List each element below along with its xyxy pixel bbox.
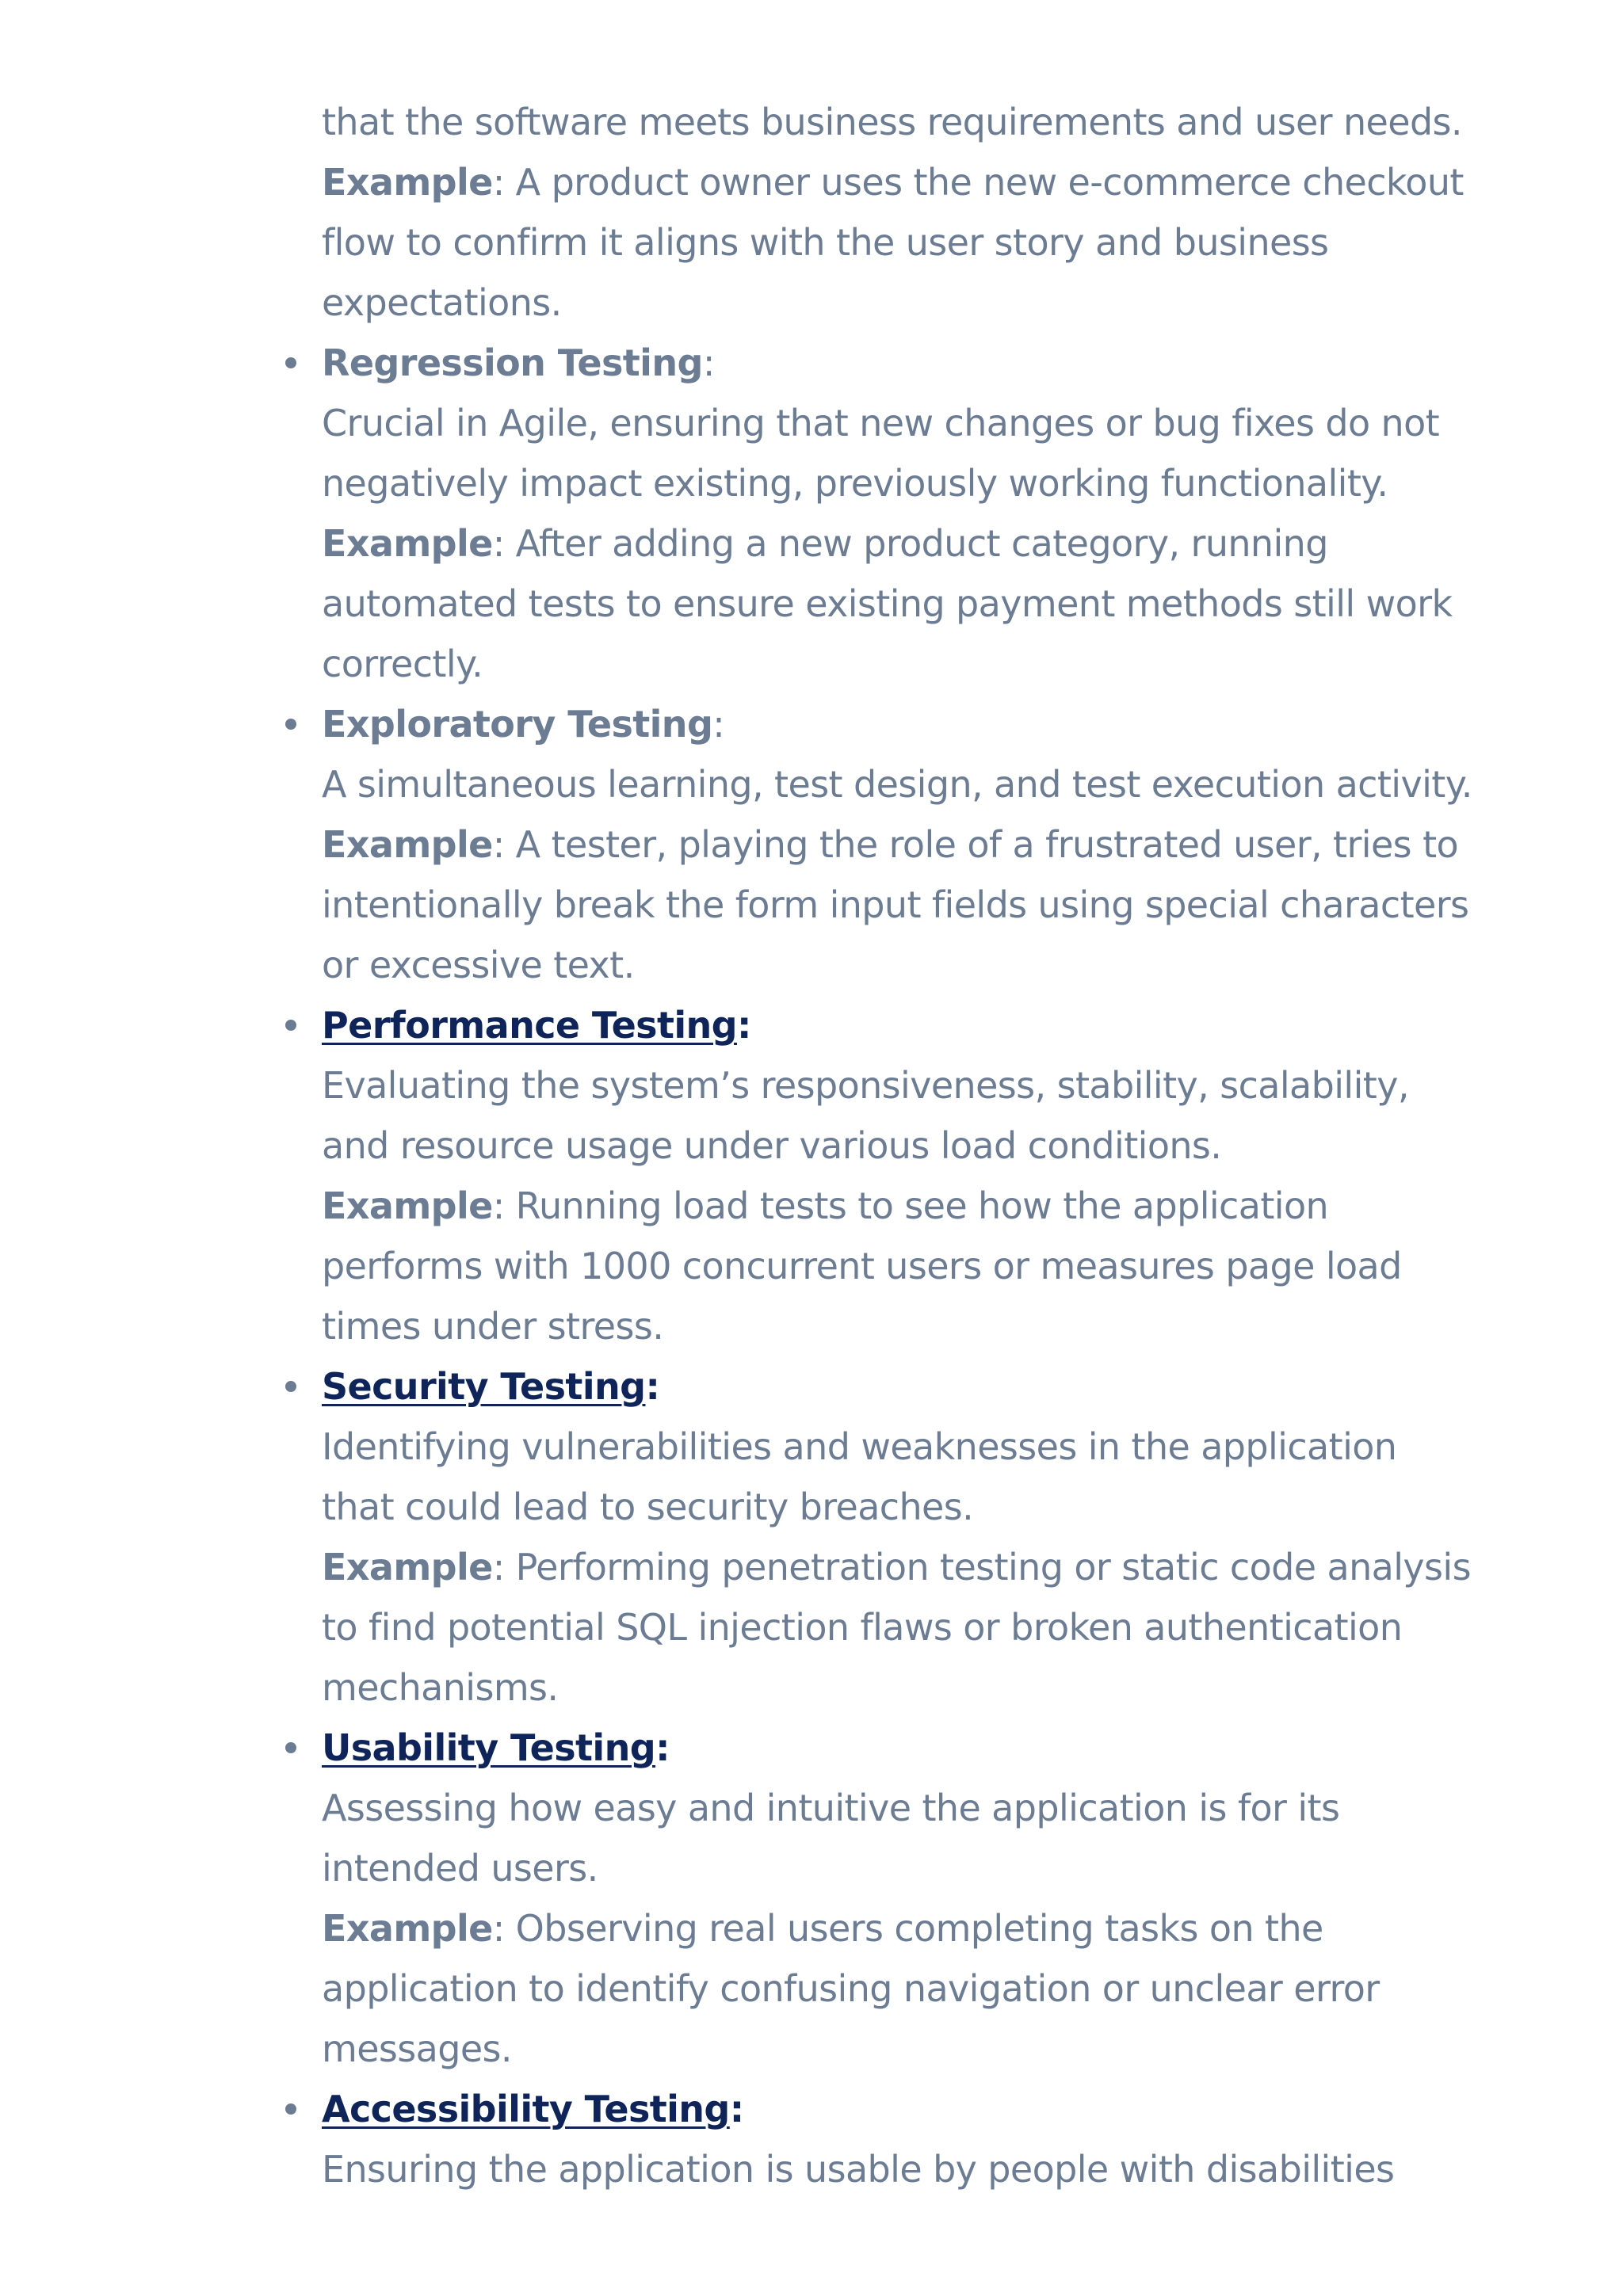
link-usability-testing[interactable]: Usability Testing <box>322 1726 656 1769</box>
example-text: : Observing real users completing tasks on the application to identify confusing navigation or unclear error messages. <box>322 1907 1380 2070</box>
link-accessibility-testing[interactable]: Accessibility Testing <box>322 2088 730 2130</box>
example-label: Example <box>322 1546 493 1589</box>
term-description: Identifying vulnerabilities and weaknesses in the application that could lead to security breaches. <box>322 1425 1397 1528</box>
term-line: Regression Testing: <box>322 341 715 384</box>
testing-types-list <box>322 333 1479 2199</box>
example-text: : Performing penetration testing or static code analysis to find potential SQL injection flaws or broken authentication mechanisms. <box>322 1546 1471 1709</box>
term-example <box>322 814 1479 995</box>
link-performance-testing[interactable]: Performance Testing <box>322 1004 737 1047</box>
term-example <box>322 513 1479 694</box>
bullet-icon <box>285 357 296 368</box>
bullet-icon <box>285 719 296 730</box>
term-description: Assessing how easy and intuitive the application is for its intended users. <box>322 1787 1340 1890</box>
example-label: Example <box>322 1184 493 1227</box>
term-description: Ensuring the application is usable by people with disabilities <box>322 2148 1395 2191</box>
list-item-performance-testing <box>322 995 1479 1356</box>
term-line: Accessibility Testing: <box>322 2088 744 2130</box>
list-item-accessibility-testing <box>322 2079 1479 2199</box>
example-label: Example <box>322 823 493 866</box>
list-item-exploratory-testing <box>322 694 1479 995</box>
term-line: Usability Testing: <box>322 1726 670 1769</box>
bullet-icon <box>285 1381 296 1392</box>
term-line: Performance Testing: <box>322 1004 751 1047</box>
term-description: Crucial in Agile, ensuring that new changes or bug fixes do not negatively impact existing, previously working functionality. <box>322 402 1440 505</box>
list-item-regression-testing <box>322 333 1479 694</box>
example-text: : Running load tests to see how the application performs with 1000 concurrent users or measures page load times under stress. <box>322 1184 1402 1348</box>
bullet-icon <box>285 1742 296 1753</box>
example-label: Example <box>322 1907 493 1950</box>
example-text: : A tester, playing the role of a frustrated user, tries to intentionally break the form input fields using special characters or excessive text. <box>322 823 1469 986</box>
term-example <box>322 1898 1479 2079</box>
term-line: Exploratory Testing: <box>322 703 725 746</box>
bullet-icon <box>285 1020 296 1031</box>
example-label: Example <box>322 522 493 565</box>
example-text: : A product owner uses the new e-commerce checkout flow to confirm it aligns with the user story and business expectations. <box>322 161 1464 324</box>
list-item-usability-testing <box>322 1718 1479 2079</box>
term-example <box>322 1176 1479 1356</box>
term-description: A simultaneous learning, test design, and test execution activity. <box>322 763 1472 806</box>
intro-example <box>322 152 1479 333</box>
term-regression-testing: Regression Testing <box>322 341 703 384</box>
term-exploratory-testing: Exploratory Testing <box>322 703 713 746</box>
link-security-testing[interactable]: Security Testing <box>322 1365 646 1408</box>
intro-description: that the software meets business requirements and user needs. <box>322 101 1462 143</box>
term-description: Evaluating the system’s responsiveness, stability, scalability, and resource usage under various load conditions. <box>322 1064 1409 1167</box>
article-body <box>322 92 1479 2199</box>
term-line: Security Testing: <box>322 1365 660 1408</box>
list-item-security-testing <box>322 1356 1479 1718</box>
example-label: Example <box>322 161 493 204</box>
bullet-icon <box>285 2103 296 2115</box>
term-example <box>322 1537 1479 1718</box>
intro-continuation <box>322 92 1479 333</box>
example-text: : After adding a new product category, running automated tests to ensure existing payment methods still work correctly. <box>322 522 1453 685</box>
